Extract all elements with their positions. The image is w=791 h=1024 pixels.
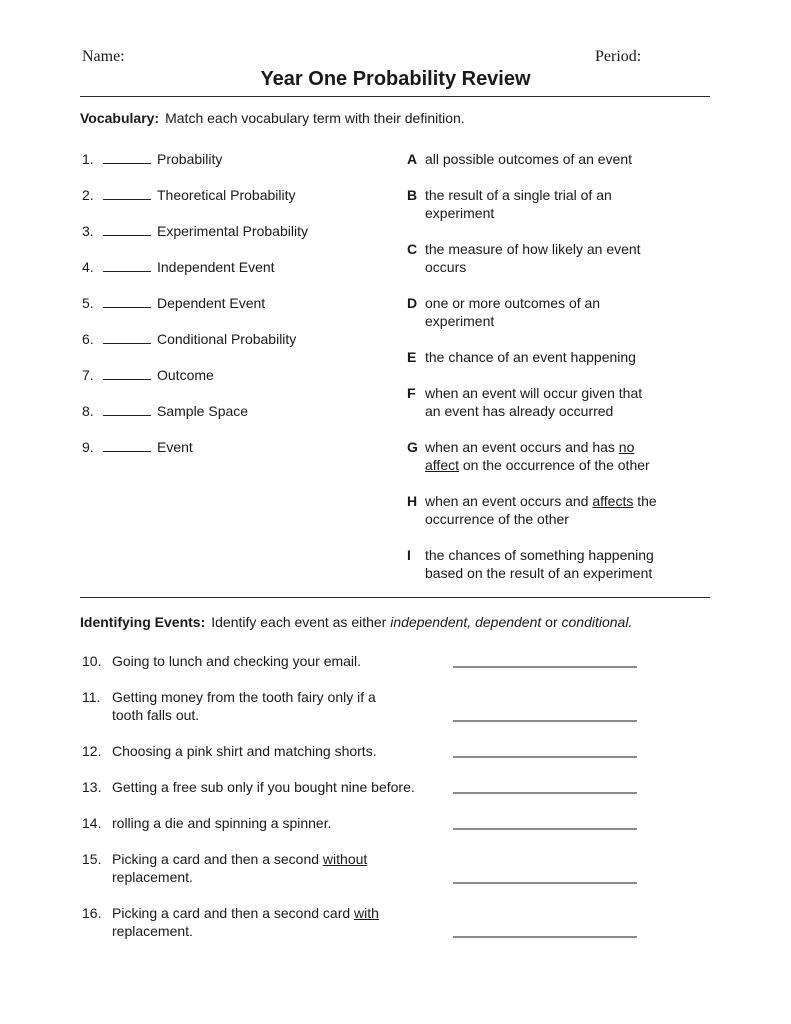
vocabulary-instructions (80, 109, 465, 127)
definition-text: the measure of how likely an event occurs (425, 241, 641, 275)
item-text: Choosing a pink shirt and matching shorts. (112, 743, 377, 759)
vocab-definition-row (407, 492, 707, 528)
definition-text: the result of a single trial of an experiment (425, 187, 612, 221)
item-answer-blank[interactable] (453, 792, 637, 794)
term-number: 2. (82, 187, 94, 203)
item-answer-blank[interactable] (453, 882, 637, 884)
term-number: 7. (82, 367, 94, 383)
term-number: 6. (82, 331, 94, 347)
term-number: 5. (82, 295, 94, 311)
term-answer-blank[interactable] (103, 150, 151, 164)
term-answer-blank[interactable] (103, 402, 151, 416)
definition-letter: H (407, 493, 418, 509)
term-label: Outcome (157, 367, 214, 383)
vocab-term-row (82, 294, 308, 312)
vocabulary-heading: Vocabulary: (80, 110, 160, 126)
identifying-item-row (82, 742, 640, 760)
term-label: Independent Event (157, 259, 275, 275)
definition-text: the chances of something happening based on the result of an experiment (425, 547, 654, 581)
item-text: Getting money from the tooth fairy only if a tooth falls out. (112, 689, 376, 723)
vocab-definition-row (407, 240, 707, 276)
identifying-item-row (82, 778, 640, 796)
definition-letter: G (407, 439, 418, 455)
definition-text: when an event occurs and has no affect on the occurrence of the other (425, 439, 650, 473)
term-label: Theoretical Probability (157, 187, 296, 203)
term-label: Dependent Event (157, 295, 266, 311)
item-answer-blank[interactable] (453, 666, 637, 668)
item-answer-blank[interactable] (453, 720, 637, 722)
term-label: Probability (157, 151, 223, 167)
item-text: Picking a card and then a second card with replacement. (112, 905, 379, 939)
term-answer-blank[interactable] (103, 330, 151, 344)
definition-text: the chance of an event happening (425, 349, 636, 365)
definition-letter: C (407, 241, 418, 257)
vocab-definition-row (407, 186, 707, 222)
identifying-instructions (80, 613, 632, 631)
item-answer-blank[interactable] (453, 756, 637, 758)
item-text: Picking a card and then a second without replacement. (112, 851, 368, 885)
term-label: Event (157, 439, 193, 455)
vocabulary-terms-column (82, 150, 308, 474)
vocab-term-row (82, 258, 308, 276)
identifying-heading: Identifying Events: (80, 614, 206, 630)
term-number: 1. (82, 151, 94, 167)
definition-letter: A (407, 151, 418, 167)
term-answer-blank[interactable] (103, 186, 151, 200)
definition-letter: B (407, 187, 418, 203)
item-number: 13. (82, 779, 102, 795)
term-number: 3. (82, 223, 94, 239)
identifying-instructions-text: Identify each event as either independent, dependent or conditional. (211, 614, 633, 630)
identifying-items-list (82, 652, 640, 958)
definition-text: when an event will occur given that an event has already occurred (425, 385, 643, 419)
vocab-term-row (82, 330, 308, 348)
vocab-definition-row (407, 546, 707, 582)
item-text: Getting a free sub only if you bought nine before. (112, 779, 415, 795)
definition-letter: F (407, 385, 416, 401)
identifying-item-row (82, 904, 640, 940)
definition-letter: E (407, 349, 417, 365)
vocab-term-row (82, 438, 308, 456)
term-answer-blank[interactable] (103, 222, 151, 236)
definition-letter: I (407, 547, 411, 563)
vocab-term-row (82, 366, 308, 384)
vocab-definition-row (407, 150, 707, 168)
vocab-definition-row (407, 384, 707, 420)
vocab-term-row (82, 222, 308, 240)
vocabulary-instructions-text: Match each vocabulary term with their definition. (165, 110, 465, 126)
item-answer-blank[interactable] (453, 828, 637, 830)
item-number: 10. (82, 653, 102, 669)
definition-letter: D (407, 295, 418, 311)
identifying-item-row (82, 850, 640, 886)
term-label: Conditional Probability (157, 331, 297, 347)
vocab-term-row (82, 150, 308, 168)
item-number: 12. (82, 743, 102, 759)
vocab-definition-row (407, 348, 707, 366)
section-divider (80, 597, 710, 598)
vocab-term-row (82, 186, 308, 204)
identifying-item-row (82, 652, 640, 670)
item-number: 11. (82, 689, 101, 705)
item-number: 14. (82, 815, 102, 831)
vocab-definition-row (407, 438, 707, 474)
vocab-definition-row (407, 294, 707, 330)
item-number: 16. (82, 905, 102, 921)
vocabulary-definitions-column (407, 150, 707, 600)
period-label: Period: (595, 48, 642, 65)
term-number: 4. (82, 259, 94, 275)
item-answer-blank[interactable] (453, 936, 637, 938)
term-answer-blank[interactable] (103, 366, 151, 380)
term-answer-blank[interactable] (103, 438, 151, 452)
term-number: 8. (82, 403, 94, 419)
term-label: Experimental Probability (157, 223, 308, 239)
vocab-term-row (82, 402, 308, 420)
title-divider (80, 96, 710, 97)
item-text: Going to lunch and checking your email. (112, 653, 362, 669)
definition-text: all possible outcomes of an event (425, 151, 633, 167)
item-text: rolling a die and spinning a spinner. (112, 815, 332, 831)
identifying-item-row (82, 688, 640, 724)
term-answer-blank[interactable] (103, 258, 151, 272)
term-label: Sample Space (157, 403, 249, 419)
term-answer-blank[interactable] (103, 294, 151, 308)
item-number: 15. (82, 851, 102, 867)
definition-text: one or more outcomes of an experiment (425, 295, 601, 329)
term-number: 9. (82, 439, 94, 455)
identifying-item-row (82, 814, 640, 832)
definition-text: when an event occurs and affects the occurrence of the other (425, 493, 657, 527)
page-title: Year One Probability Review (260, 68, 531, 90)
name-label: Name: (82, 48, 125, 65)
